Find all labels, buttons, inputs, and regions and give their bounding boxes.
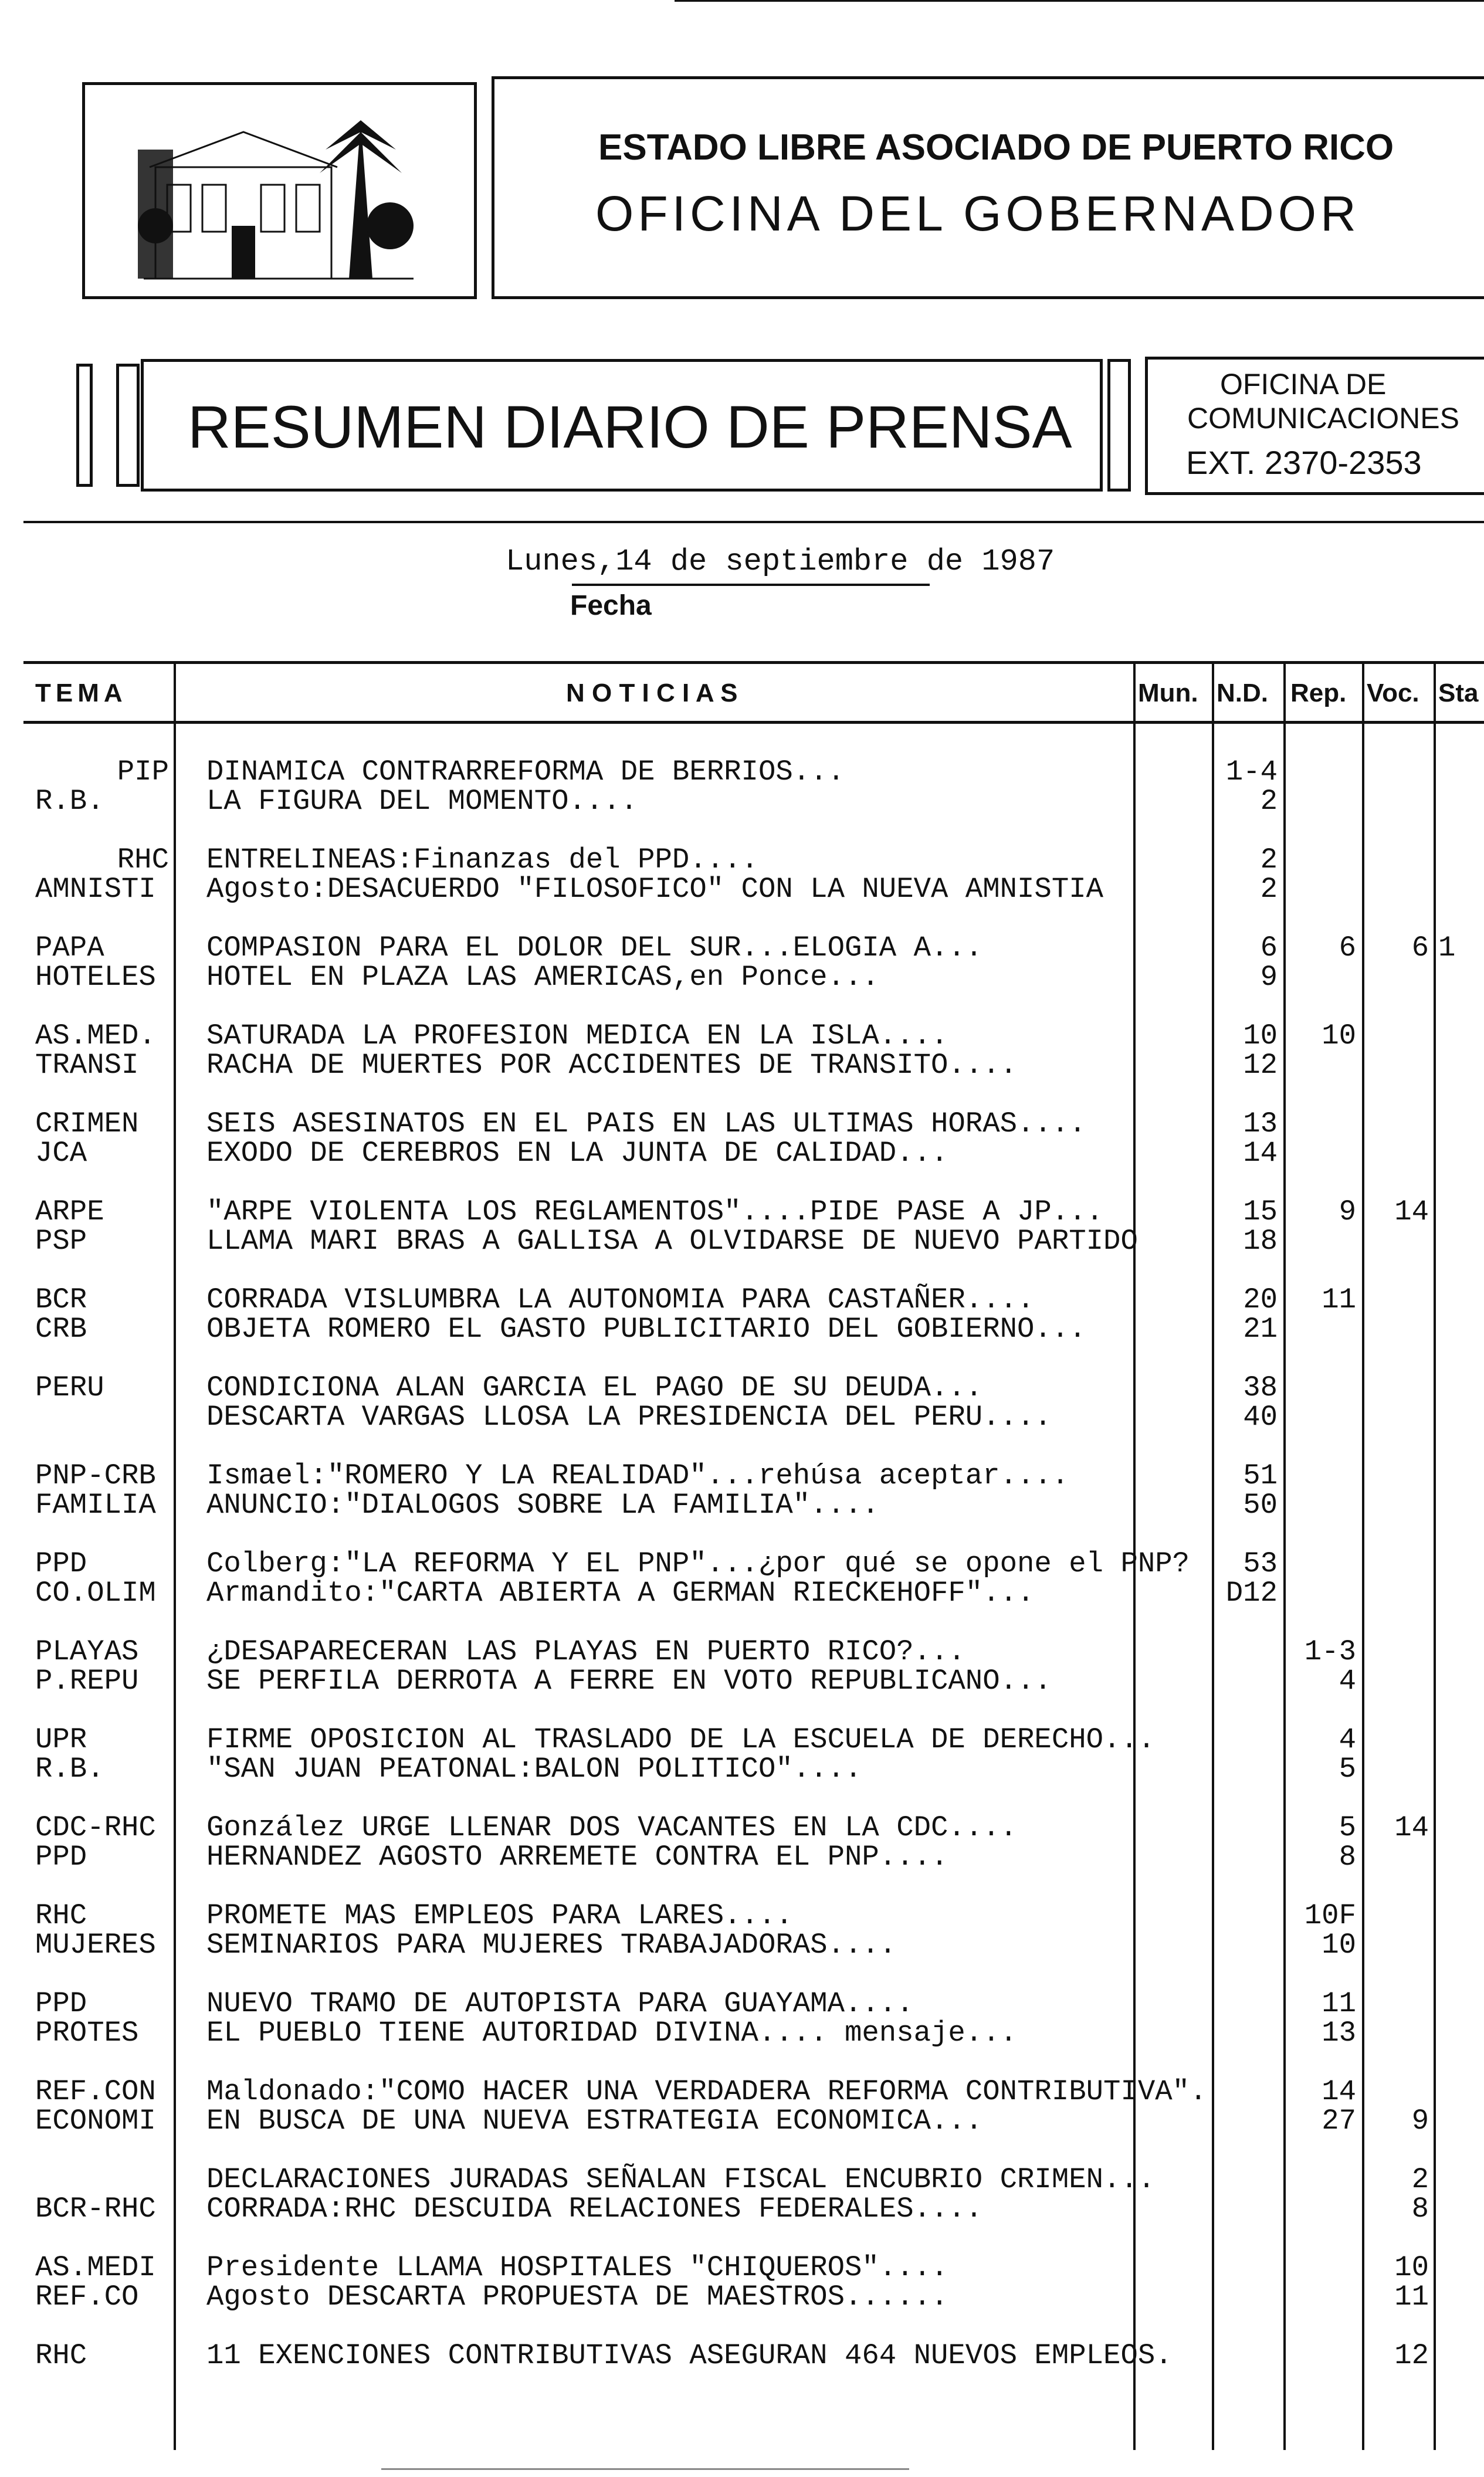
cell-tema: CDC-RHC — [35, 1811, 156, 1844]
cell-nd: 1-4 — [1225, 755, 1278, 788]
cell-tema: AS.MEDI — [35, 2251, 156, 2284]
cell-tema: ARPE — [35, 1195, 104, 1228]
office-line-1: OFICINA DE — [1220, 368, 1387, 401]
cell-nd: 53 — [1243, 1547, 1278, 1580]
col-header-tema: TEMA — [35, 679, 127, 707]
col-divider-nd — [1283, 661, 1286, 2450]
cell-voc: 8 — [1411, 2193, 1429, 2225]
cell-rep: 10 — [1322, 1929, 1356, 1961]
cell-nd: 14 — [1243, 1137, 1278, 1170]
table-top-rule — [23, 661, 1484, 664]
cell-tema: UPR — [35, 1723, 87, 1756]
cell-voc: 6 — [1411, 931, 1429, 964]
cell-voc: 2 — [1411, 2163, 1429, 2196]
bottom-stray-line — [381, 2468, 909, 2470]
cell-noticia: LA FIGURA DEL MOMENTO.... — [206, 785, 638, 818]
cell-tema: PROTES — [35, 2017, 139, 2049]
cell-tema: PIP — [117, 755, 169, 788]
cell-tema: RHC — [35, 1899, 87, 1932]
cell-rep: 11 — [1322, 1283, 1356, 1316]
cell-noticia: Agosto:DESACUERDO "FILOSOFICO" CON LA NUEVA AMNISTIA — [206, 873, 1104, 906]
col-header-rep: Rep. — [1290, 679, 1347, 707]
col-header-nd: N.D. — [1217, 679, 1268, 707]
cell-tema: REF.CO — [35, 2281, 139, 2313]
top-border-line — [675, 0, 1484, 2]
cell-rep: 10 — [1322, 1019, 1356, 1052]
banner-left-bar-inner — [116, 364, 140, 487]
cell-noticia: HOTEL EN PLAZA LAS AMERICAS,en Ponce... — [206, 961, 879, 994]
cell-noticia: Armandito:"CARTA ABIERTA A GERMAN RIECKEHOFF"... — [206, 1577, 1035, 1609]
cell-tema: ECONOMI — [35, 2105, 156, 2137]
col-divider-tema — [174, 661, 176, 2450]
cell-nd: 21 — [1243, 1313, 1278, 1346]
governor-mansion-logo — [85, 85, 474, 296]
cell-noticia: LLAMA MARI BRAS A GALLISA A OLVIDARSE DE NUEVO PARTIDO — [206, 1225, 1138, 1258]
cell-voc: 12 — [1394, 2339, 1429, 2372]
cell-noticia: OBJETA ROMERO EL GASTO PUBLICITARIO DEL GOBIERNO... — [206, 1313, 1086, 1346]
cell-noticia: DECLARACIONES JURADAS SEÑALAN FISCAL ENCUBRIO CRIMEN... — [206, 2163, 1156, 2196]
cell-noticia: CONDICIONA ALAN GARCIA EL PAGO DE SU DEUDA... — [206, 1371, 983, 1404]
cell-tema: PPD — [35, 1841, 87, 1873]
cell-nd: 40 — [1243, 1401, 1278, 1434]
cell-rep: 4 — [1339, 1723, 1356, 1756]
cell-tema: BCR — [35, 1283, 87, 1316]
table-header-rule — [23, 721, 1484, 724]
cell-rep: 1-3 — [1304, 1635, 1356, 1668]
cell-tema: PLAYAS — [35, 1635, 139, 1668]
cell-tema: PPD — [35, 1547, 87, 1580]
banner-right-bar — [1107, 359, 1131, 492]
date-label: Fecha — [570, 590, 652, 621]
cell-noticia: SE PERFILA DERROTA A FERRE EN VOTO REPUBLICANO... — [206, 1665, 1052, 1697]
cell-nd: 50 — [1243, 1489, 1278, 1522]
cell-tema: RHC — [35, 2339, 87, 2372]
cell-tema: AMNISTI — [35, 873, 156, 906]
cell-noticia: Presidente LLAMA HOSPITALES "CHIQUEROS".... — [206, 2251, 948, 2284]
cell-tema: PERU — [35, 1371, 104, 1404]
cell-noticia: SEMINARIOS PARA MUJERES TRABAJADORAS.... — [206, 1929, 897, 1961]
cell-noticia: DINAMICA CONTRARREFORMA DE BERRIOS... — [206, 755, 845, 788]
cell-tema: R.B. — [35, 1753, 104, 1785]
col-header-voc: Voc. — [1367, 679, 1419, 707]
cell-noticia: CORRADA VISLUMBRA LA AUTONOMIA PARA CASTAÑER.... — [206, 1283, 1035, 1316]
cell-rep: 14 — [1322, 2075, 1356, 2108]
cell-noticia: SATURADA LA PROFESION MEDICA EN LA ISLA.... — [206, 1019, 948, 1052]
cell-nd: 6 — [1260, 931, 1278, 964]
cell-noticia: ENTRELINEAS:Finanzas del PPD.... — [206, 843, 758, 876]
cell-noticia: RACHA DE MUERTES POR ACCIDENTES DE TRANSITO.... — [206, 1049, 1018, 1082]
cell-tema: PPD — [35, 1987, 87, 2020]
cell-tema: PSP — [35, 1225, 87, 1258]
cell-tema: FAMILIA — [35, 1489, 156, 1522]
col-header-noticias: N O T I C I A S — [566, 679, 738, 707]
cell-rep: 6 — [1339, 931, 1356, 964]
cell-nd: 38 — [1243, 1371, 1278, 1404]
cell-sta: 1 — [1438, 931, 1456, 964]
cell-rep: 27 — [1322, 2105, 1356, 2137]
cell-rep: 4 — [1339, 1665, 1356, 1697]
col-divider-voc — [1434, 661, 1436, 2450]
header-divider — [23, 521, 1484, 523]
cell-noticia: ANUNCIO:"DIALOGOS SOBRE LA FAMILIA".... — [206, 1489, 879, 1522]
cell-tema: P.REPU — [35, 1665, 139, 1697]
cell-tema: JCA — [35, 1137, 87, 1170]
cell-noticia: COMPASION PARA EL DOLOR DEL SUR...ELOGIA A... — [206, 931, 983, 964]
col-header-mun: Mun. — [1138, 679, 1198, 707]
cell-noticia: NUEVO TRAMO DE AUTOPISTA PARA GUAYAMA.... — [206, 1987, 914, 2020]
cell-noticia: HERNANDEZ AGOSTO ARREMETE CONTRA EL PNP.... — [206, 1841, 948, 1873]
cell-tema: HOTELES — [35, 961, 156, 994]
banner-left-bar-outer — [76, 364, 93, 487]
cell-voc: 9 — [1411, 2105, 1429, 2137]
cell-noticia: EN BUSCA DE UNA NUEVA ESTRATEGIA ECONOMICA... — [206, 2105, 983, 2137]
cell-noticia: Ismael:"ROMERO Y LA REALIDAD"...rehúsa aceptar.... — [206, 1459, 1069, 1492]
cell-noticia: Colberg:"LA REFORMA Y EL PNP"...¿por qué se opone el PNP? — [206, 1547, 1190, 1580]
cell-noticia: "SAN JUAN PEATONAL:BALON POLITICO".... — [206, 1753, 862, 1785]
cell-nd: 20 — [1243, 1283, 1278, 1316]
cell-voc: 14 — [1394, 1195, 1429, 1228]
cell-nd: 2 — [1260, 873, 1278, 906]
cell-noticia: Maldonado:"COMO HACER UNA VERDADERA REFORMA CONTRIBUTIVA". — [206, 2075, 1207, 2108]
cell-tema: MUJERES — [35, 1929, 156, 1961]
cell-noticia: PROMETE MAS EMPLEOS PARA LARES.... — [206, 1899, 793, 1932]
cell-voc: 14 — [1394, 1811, 1429, 1844]
cell-voc: 10 — [1394, 2251, 1429, 2284]
office-line-2: COMUNICACIONES — [1187, 402, 1459, 435]
banner-title: RESUMEN DIARIO DE PRENSA — [188, 394, 1072, 460]
cell-tema: AS.MED. — [35, 1019, 156, 1052]
letterhead-line-2: OFICINA DEL GOBERNADOR — [595, 186, 1360, 241]
office-extension: EXT. 2370-2353 — [1186, 444, 1422, 481]
cell-nd: 2 — [1260, 785, 1278, 818]
cell-tema: BCR-RHC — [35, 2193, 156, 2225]
cell-tema: CO.OLIM — [35, 1577, 156, 1609]
cell-nd: 15 — [1243, 1195, 1278, 1228]
cell-noticia: EL PUEBLO TIENE AUTORIDAD DIVINA.... mensaje... — [206, 2017, 1018, 2049]
cell-rep: 8 — [1339, 1841, 1356, 1873]
cell-noticia: CORRADA:RHC DESCUIDA RELACIONES FEDERALES.... — [206, 2193, 983, 2225]
col-header-sta: Sta — [1438, 679, 1479, 707]
cell-rep: 5 — [1339, 1753, 1356, 1785]
cell-tema: RHC — [117, 843, 169, 876]
letterhead-line-1: ESTADO LIBRE ASOCIADO DE PUERTO RICO — [598, 127, 1394, 168]
cell-noticia: ¿DESAPARECERAN LAS PLAYAS EN PUERTO RICO?... — [206, 1635, 965, 1668]
logo-frame — [82, 82, 477, 299]
cell-tema: CRB — [35, 1313, 87, 1346]
cell-tema: PAPA — [35, 931, 104, 964]
cell-rep: 11 — [1322, 1987, 1356, 2020]
cell-tema: TRANSI — [35, 1049, 139, 1082]
cell-noticia: SEIS ASESINATOS EN EL PAIS EN LAS ULTIMAS HORAS.... — [206, 1107, 1086, 1140]
cell-noticia: González URGE LLENAR DOS VACANTES EN LA CDC.... — [206, 1811, 1018, 1844]
cell-tema: CRIMEN — [35, 1107, 139, 1140]
cell-tema: REF.CON — [35, 2075, 156, 2108]
cell-tema: R.B. — [35, 785, 104, 818]
cell-nd: 2 — [1260, 843, 1278, 876]
cell-noticia: "ARPE VIOLENTA LOS REGLAMENTOS"....PIDE PASE A JP... — [206, 1195, 1104, 1228]
cell-rep: 13 — [1322, 2017, 1356, 2049]
cell-nd: 9 — [1260, 961, 1278, 994]
cell-rep: 9 — [1339, 1195, 1356, 1228]
date-underline — [572, 584, 930, 586]
cell-nd: 51 — [1243, 1459, 1278, 1492]
cell-nd: 18 — [1243, 1225, 1278, 1258]
cell-rep: 5 — [1339, 1811, 1356, 1844]
cell-rep: 10F — [1304, 1899, 1356, 1932]
cell-nd: 12 — [1243, 1049, 1278, 1082]
cell-noticia: EXODO DE CEREBROS EN LA JUNTA DE CALIDAD... — [206, 1137, 948, 1170]
cell-noticia: 11 EXENCIONES CONTRIBUTIVAS ASEGURAN 464 NUEVOS EMPLEOS. — [206, 2339, 1173, 2372]
cell-nd: 10 — [1243, 1019, 1278, 1052]
cell-nd: 13 — [1243, 1107, 1278, 1140]
date-value: Lunes,14 de septiembre de 1987 — [506, 544, 1055, 579]
cell-noticia: FIRME OPOSICION AL TRASLADO DE LA ESCUELA DE DERECHO... — [206, 1723, 1156, 1756]
cell-tema: PNP-CRB — [35, 1459, 156, 1492]
cell-noticia: Agosto DESCARTA PROPUESTA DE MAESTROS...... — [206, 2281, 948, 2313]
cell-voc: 11 — [1394, 2281, 1429, 2313]
cell-noticia: DESCARTA VARGAS LLOSA LA PRESIDENCIA DEL PERU.... — [206, 1401, 1052, 1434]
col-divider-rep — [1362, 661, 1364, 2450]
cell-nd: D12 — [1225, 1577, 1278, 1609]
